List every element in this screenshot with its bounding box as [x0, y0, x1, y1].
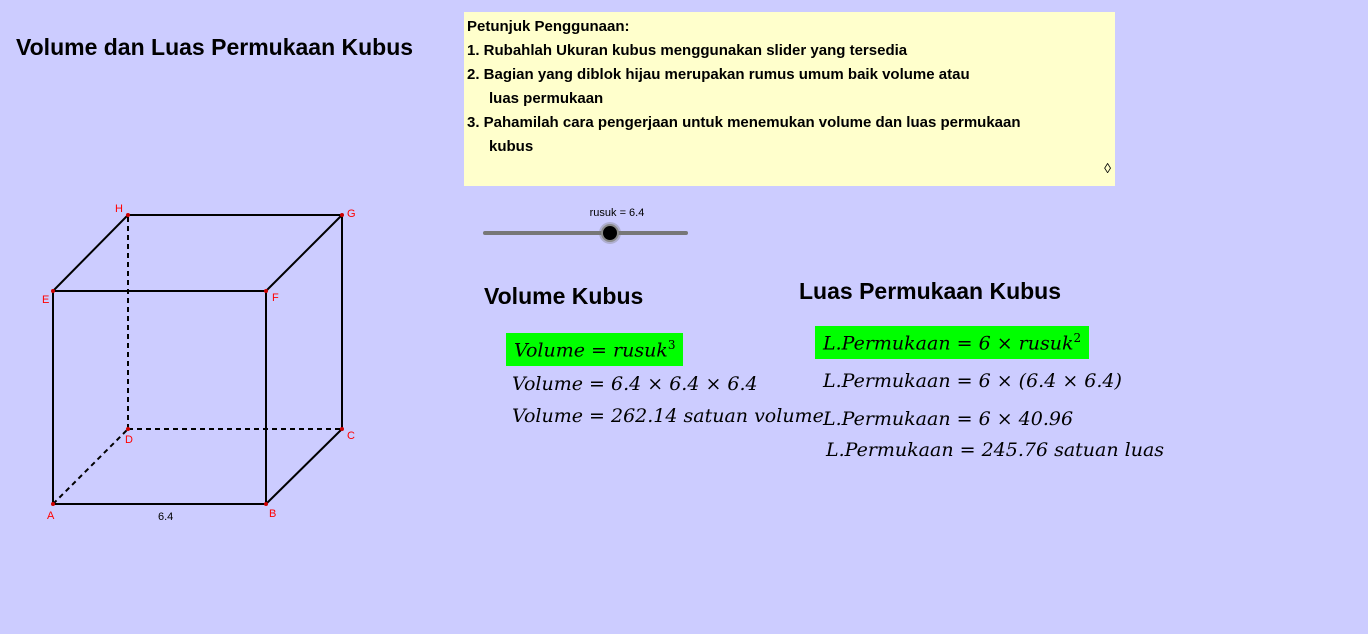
volume-formula-exponent: 3 — [667, 338, 676, 352]
luas-formula-rhs: = 6 × rusuk — [956, 332, 1074, 355]
luas-step-2: L.Permukaan = 6 × 40.96 — [823, 408, 1074, 430]
vertex-a-point[interactable] — [51, 502, 55, 506]
luas-heading: Luas Permukaan Kubus — [799, 278, 1062, 304]
volume-general-formula: Volume = rusuk$^3$ — [506, 333, 683, 366]
instructions-heading: Petunjuk Penggunaan: — [467, 18, 630, 35]
instruction-2-cont: luas permukaan — [489, 90, 604, 107]
edge-eh — [53, 215, 128, 291]
edge-fg — [266, 215, 342, 291]
edge-ad-hidden — [53, 429, 128, 504]
diamond-toggle-icon[interactable]: ◊ — [1104, 160, 1111, 176]
luas-step-1: L.Permukaan = 6 × (6.4 × 6.4) — [823, 370, 1122, 392]
rusuk-slider[interactable] — [483, 205, 689, 245]
vertex-f-point[interactable] — [264, 289, 268, 293]
volume-result: Volume = 262.14 satuan volume — [512, 405, 824, 427]
vertex-f-label: F — [272, 292, 279, 304]
slider-knob[interactable] — [601, 224, 619, 242]
instruction-2: 2. Bagian yang diblok hijau merupakan rumus umum baik volume atau — [467, 66, 970, 83]
vertex-d-label: D — [125, 434, 133, 446]
volume-step-1: Volume = 6.4 × 6.4 × 6.4 — [512, 373, 758, 395]
volume-heading: Volume Kubus — [484, 283, 644, 309]
vertex-e-label: E — [42, 294, 50, 306]
slider-track[interactable] — [483, 231, 688, 235]
instructions-panel — [464, 12, 1115, 186]
luas-result: L.Permukaan = 245.76 satuan luas — [826, 439, 1165, 461]
slider-label: rusuk = 6.4 — [589, 207, 645, 219]
luas-formula-lhs: L.Permukaan — [823, 332, 951, 355]
edge-ab-length-label: 6.4 — [158, 511, 174, 523]
vertex-g-label: G — [347, 208, 356, 220]
vertex-b-point[interactable] — [264, 502, 268, 506]
vertex-c-point[interactable] — [340, 427, 344, 431]
cube-drawing — [0, 0, 440, 540]
vertex-h-point[interactable] — [126, 213, 130, 217]
instruction-1: 1. Rubahlah Ukuran kubus menggunakan slider yang tersedia — [467, 42, 908, 59]
vertex-d-point[interactable] — [126, 427, 130, 431]
instruction-3: 3. Pahamilah cara pengerjaan untuk menemukan volume dan luas permukaan — [467, 114, 1021, 131]
page-title: Volume dan Luas Permukaan Kubus — [16, 34, 414, 60]
vertex-a-label: A — [47, 510, 55, 522]
vertex-h-label: H — [115, 203, 123, 215]
instruction-3-cont: kubus — [489, 138, 534, 155]
vertex-b-label: B — [269, 508, 277, 520]
vertex-e-point[interactable] — [51, 289, 55, 293]
volume-formula-rhs: rusuk — [613, 339, 668, 362]
vertex-g-point[interactable] — [340, 213, 344, 217]
volume-formula-lhs: Volume — [514, 339, 585, 362]
luas-formula-exponent: 2 — [1073, 331, 1082, 345]
luas-general-formula — [815, 326, 1089, 359]
vertex-c-label: C — [347, 430, 355, 442]
edge-bc — [266, 429, 342, 504]
